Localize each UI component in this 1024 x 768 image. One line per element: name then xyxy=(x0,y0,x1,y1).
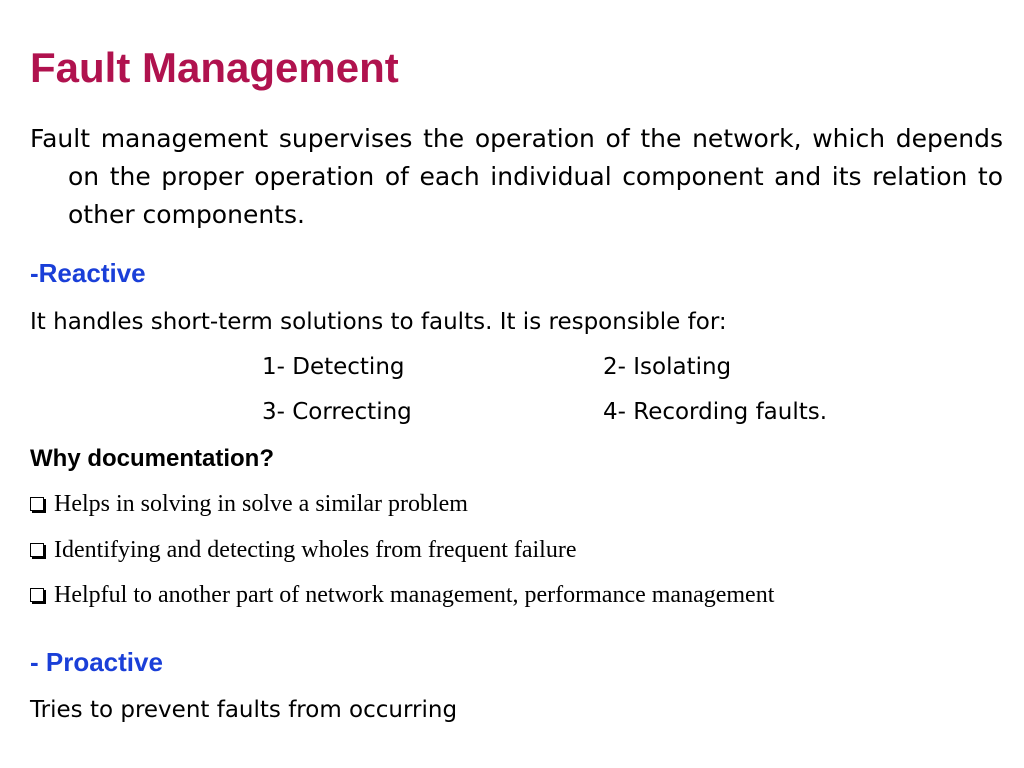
bullet-text: Identifying and detecting wholes from frequent failure xyxy=(54,537,577,563)
checkbox-icon xyxy=(30,497,44,511)
proactive-heading: - Proactive xyxy=(30,647,163,677)
responsibility-item: 3- Correcting xyxy=(262,399,412,425)
intro-paragraph: Fault management supervises the operation of the network, which depends on the proper operation of each individual component and its relation to other components. xyxy=(30,124,1003,229)
responsibility-item: 2- Isolating xyxy=(603,354,732,380)
reactive-heading: -Reactive xyxy=(30,258,146,288)
slide-title: Fault Management xyxy=(30,44,399,91)
checkbox-icon xyxy=(30,588,44,602)
bullet-text: Helps in solving in solve a similar problem xyxy=(54,491,468,517)
responsibility-item: 4- Recording faults. xyxy=(603,399,828,425)
checkbox-icon xyxy=(30,543,44,557)
documentation-bullet xyxy=(30,488,468,520)
bullet-text: Helpful to another part of network management, performance management xyxy=(54,582,775,608)
documentation-bullet xyxy=(30,579,774,611)
proactive-description: Tries to prevent faults from occurring xyxy=(30,697,458,723)
documentation-bullet xyxy=(30,534,576,566)
responsibility-item: 1- Detecting xyxy=(262,354,405,380)
documentation-heading: Why documentation? xyxy=(30,445,274,472)
reactive-description: It handles short-term solutions to faults. It is responsible for: xyxy=(30,309,727,335)
